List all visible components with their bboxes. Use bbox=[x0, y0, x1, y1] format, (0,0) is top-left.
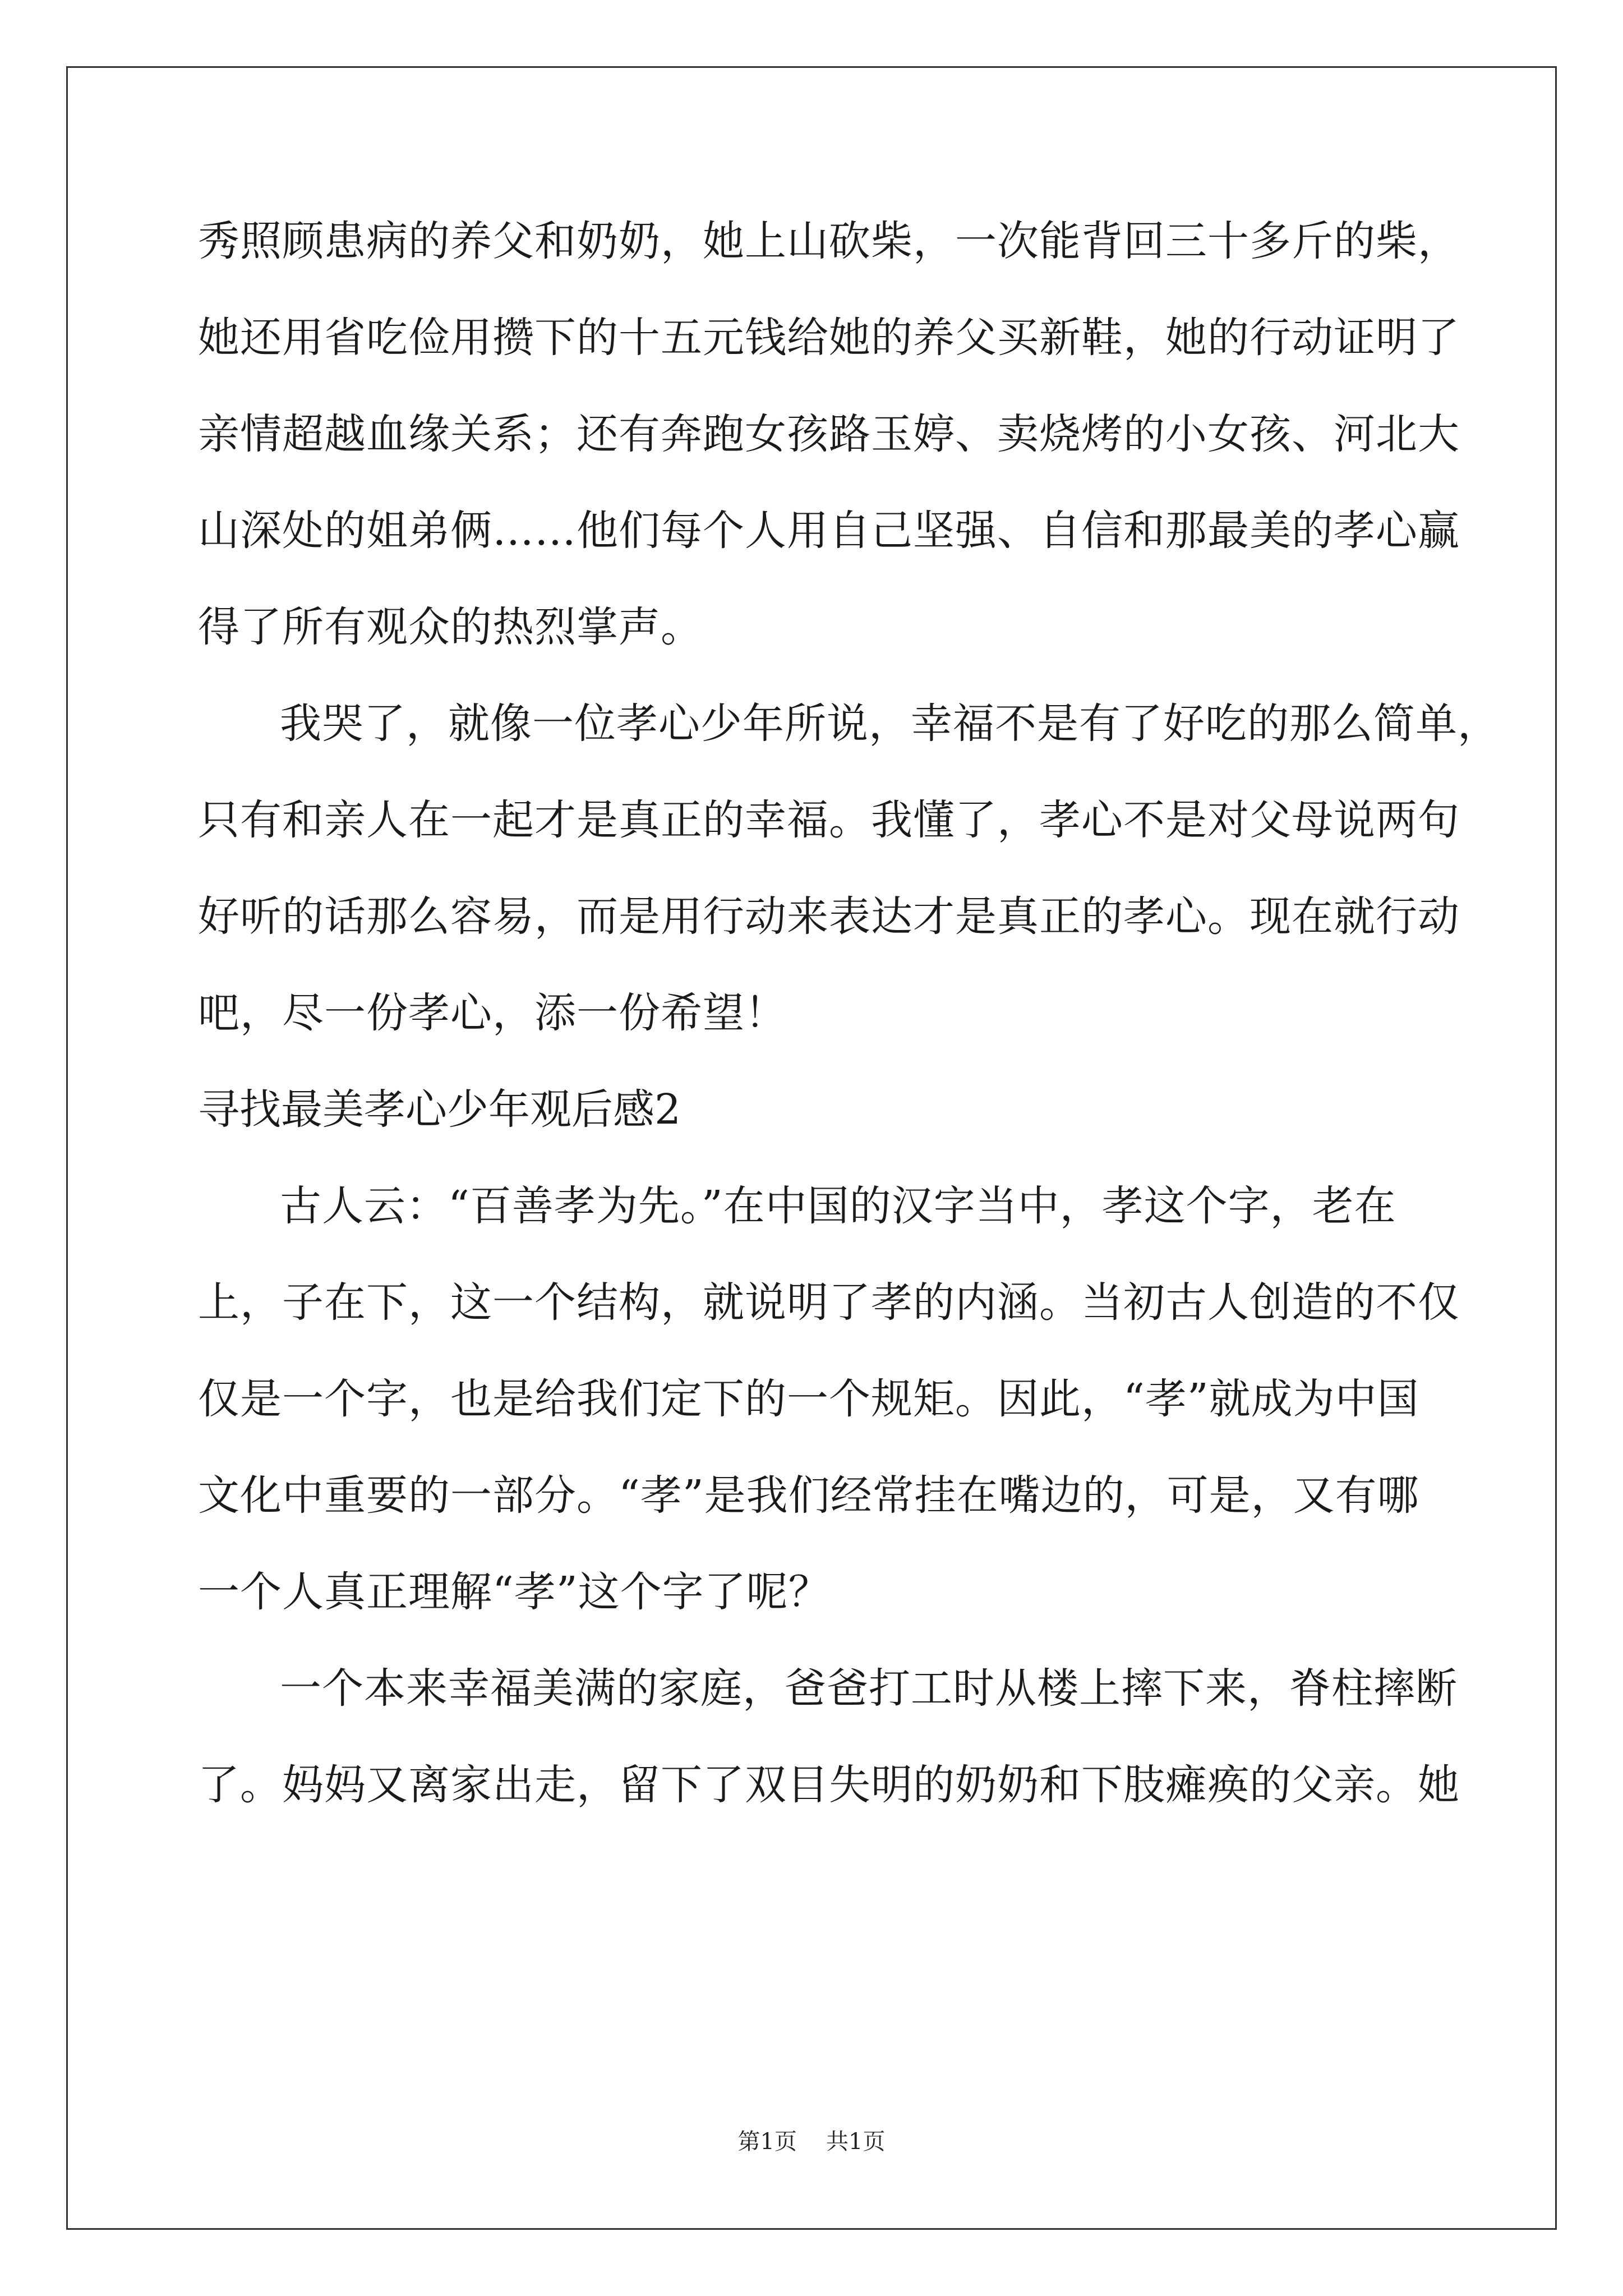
text-line: 亲情超越血缘关系；还有奔跑女孩路玉婷、卖烧烤的小女孩、河北大 bbox=[198, 410, 1460, 458]
text-line: 吧，尽一份孝心，添一份希望！ bbox=[198, 989, 787, 1037]
text-line: 仅是一个字，也是给我们定下的一个规矩。因此，“孝”就成为中国 bbox=[198, 1375, 1419, 1423]
text-line: 了。妈妈又离家出走，留下了双目失明的奶奶和下肢瘫痪的父亲。她 bbox=[198, 1761, 1460, 1809]
paragraph bbox=[198, 1654, 1488, 1847]
text-line: 得了所有观众的热烈掌声。 bbox=[198, 603, 703, 651]
page-total: 共1页 bbox=[826, 2129, 886, 2155]
document-body bbox=[198, 206, 1500, 1847]
text-line: 古人云：“百善孝为先。”在中国的汉字当中，孝这个字，老在 bbox=[280, 1182, 1396, 1230]
text-line: 秀照顾患病的养父和奶奶，她上山砍柴，一次能背回三十多斤的柴， bbox=[198, 217, 1460, 265]
text-line: 我哭了，就像一位孝心少年所说，幸福不是有了好吃的那么简单， bbox=[280, 700, 1500, 748]
text-line: 只有和亲人在一起才是真正的幸福。我懂了，孝心不是对父母说两句 bbox=[198, 796, 1460, 844]
page-footer bbox=[0, 2126, 1623, 2157]
text-line: 一个本来幸福美满的家庭，爸爸打工时从楼上摔下来，脊柱摔断 bbox=[280, 1664, 1458, 1713]
text-line: 她还用省吃俭用攒下的十五元钱给她的养父买新鞋，她的行动证明了 bbox=[198, 314, 1460, 362]
page-number: 第1页 bbox=[737, 2129, 797, 2155]
text-line: 文化中重要的一部分。“孝”是我们经常挂在嘴边的，可是，又有哪 bbox=[198, 1471, 1419, 1520]
text-line: 一个人真正理解“孝”这个字了呢？ bbox=[198, 1568, 831, 1616]
section-title: 寻找最美孝心少年观后感2 bbox=[198, 1085, 681, 1134]
text-line: 山深处的姐弟俩……他们每个人用自己坚强、自信和那最美的孝心赢 bbox=[198, 507, 1460, 555]
paragraph bbox=[198, 1171, 1488, 1654]
text-line: 好听的话那么容易，而是用行动来表达才是真正的孝心。现在就行动 bbox=[198, 892, 1460, 941]
paragraph bbox=[198, 689, 1500, 1075]
text-line: 上，子在下，这一个结构，就说明了孝的内涵。当初古人创造的不仅 bbox=[198, 1278, 1460, 1327]
paragraph bbox=[198, 206, 1488, 689]
